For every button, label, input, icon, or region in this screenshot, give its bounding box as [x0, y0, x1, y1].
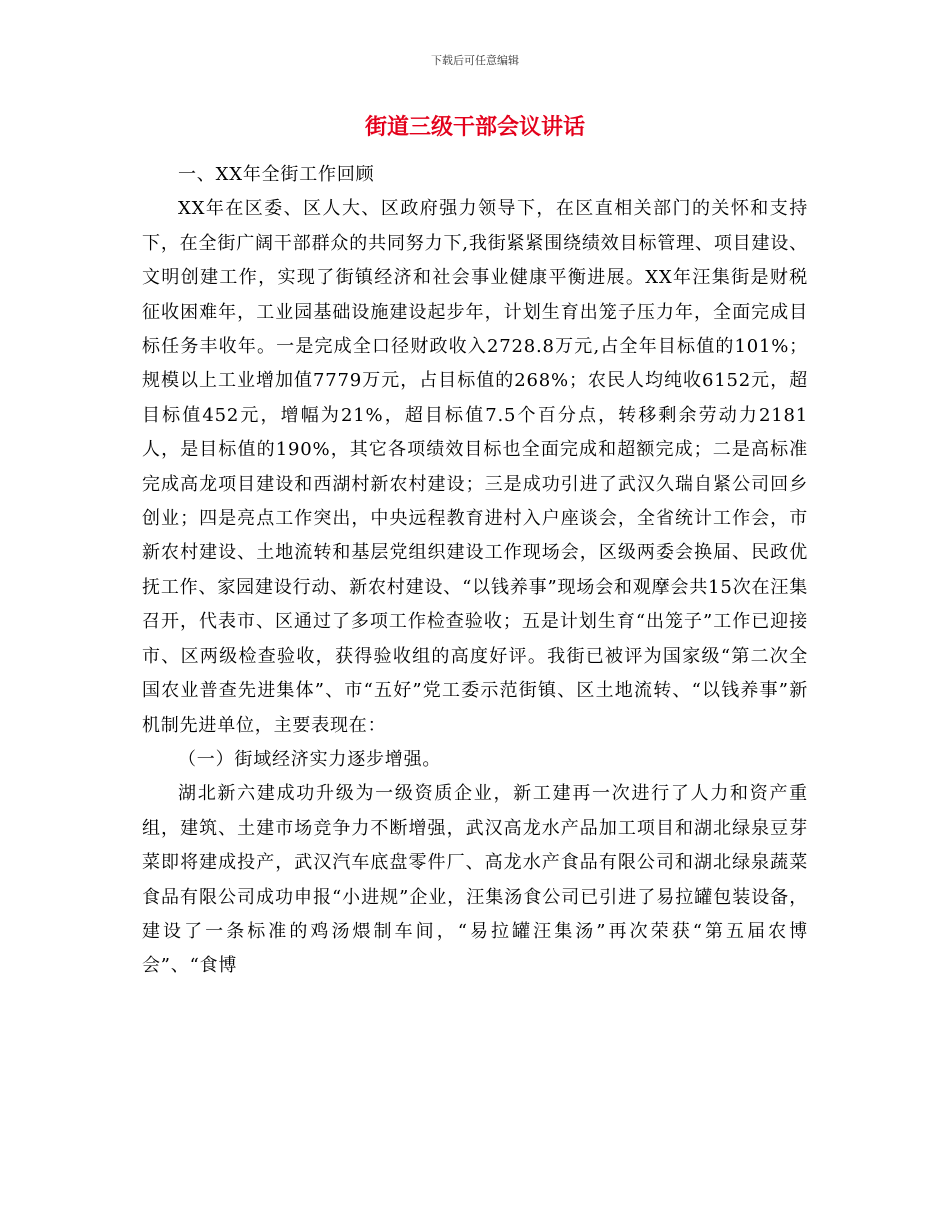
document-body	[142, 158, 808, 984]
subsection-heading: （一）街域经济实力逐步增强。	[178, 748, 442, 770]
body-paragraph: 湖北新六建成功升级为一级资质企业，新工建再一次进行了人力和资产重组，建筑、土建市场竞争力不断增强，武汉高龙水产品加工项目和湖北绿泉豆芽菜即将建成投产，武汉汽车底盘零件厂、高龙水产食品有限公司和湖北绿泉蔬菜食品有限公司成功申报“小进规”企业，汪集汤食公司已引进了易拉罐包装设备，建设了一条标准的鸡汤煨制车间，“易拉罐汪集汤”再次荣获“第五届农博会”、“食博	[142, 783, 808, 977]
section-heading: 一、XX年全街工作回顾	[178, 164, 375, 185]
page-header-caption: 下载后可任意编辑	[431, 54, 519, 67]
document-title: 街道三级干部会议讲话	[364, 115, 585, 140]
body-paragraph: XX年在区委、区人大、区政府强力领导下，在区直相关部门的关怀和支持下，在全街广阔干部群众的共同努力下,我街紧紧围绕绩效目标管理、项目建设、文明创建工作，实现了街镇经济和社会事业健康平衡进展。XX年汪集街是财税征收困难年，工业园基础设施建设起步年，计划生育出笼子压力年，全面完成目标任务丰收年。一是完成全口径财政收入2728.8万元,占全年目标值的101%；规模以上工业增加值7779万元，占目标值的268%；农民人均纯收6152元，超目标值452元，增幅为21%，超目标值7.5个百分点，转移剩余劳动力2181人，是目标值的190%，其它各项绩效目标也全面完成和超额完成；二是高标准完成高龙项目建设和西湖村新农村建设；三是成功引进了武汉久瑞自紧公司回乡创业；四是亮点工作突出，中央远程教育进村入户座谈会，全省统计工作会，市新农村建设、土地流转和基层党组织建设工作现场会，区级两委会换届、民政优抚工作、家园建设行动、新农村建设、“以钱养事”现场会和观摩会共15次在汪集召开，代表市、区通过了多项工作检查验收；五是计划生育“出笼子”工作已迎接市、区两级检查验收，获得验收组的高度好评。我街已被评为国家级“第二次全国农业普查先进集体”、市“五好”党工委示范街镇、区土地流转、“以钱养事”新机制先进单位，主要表现在：	[142, 198, 808, 736]
